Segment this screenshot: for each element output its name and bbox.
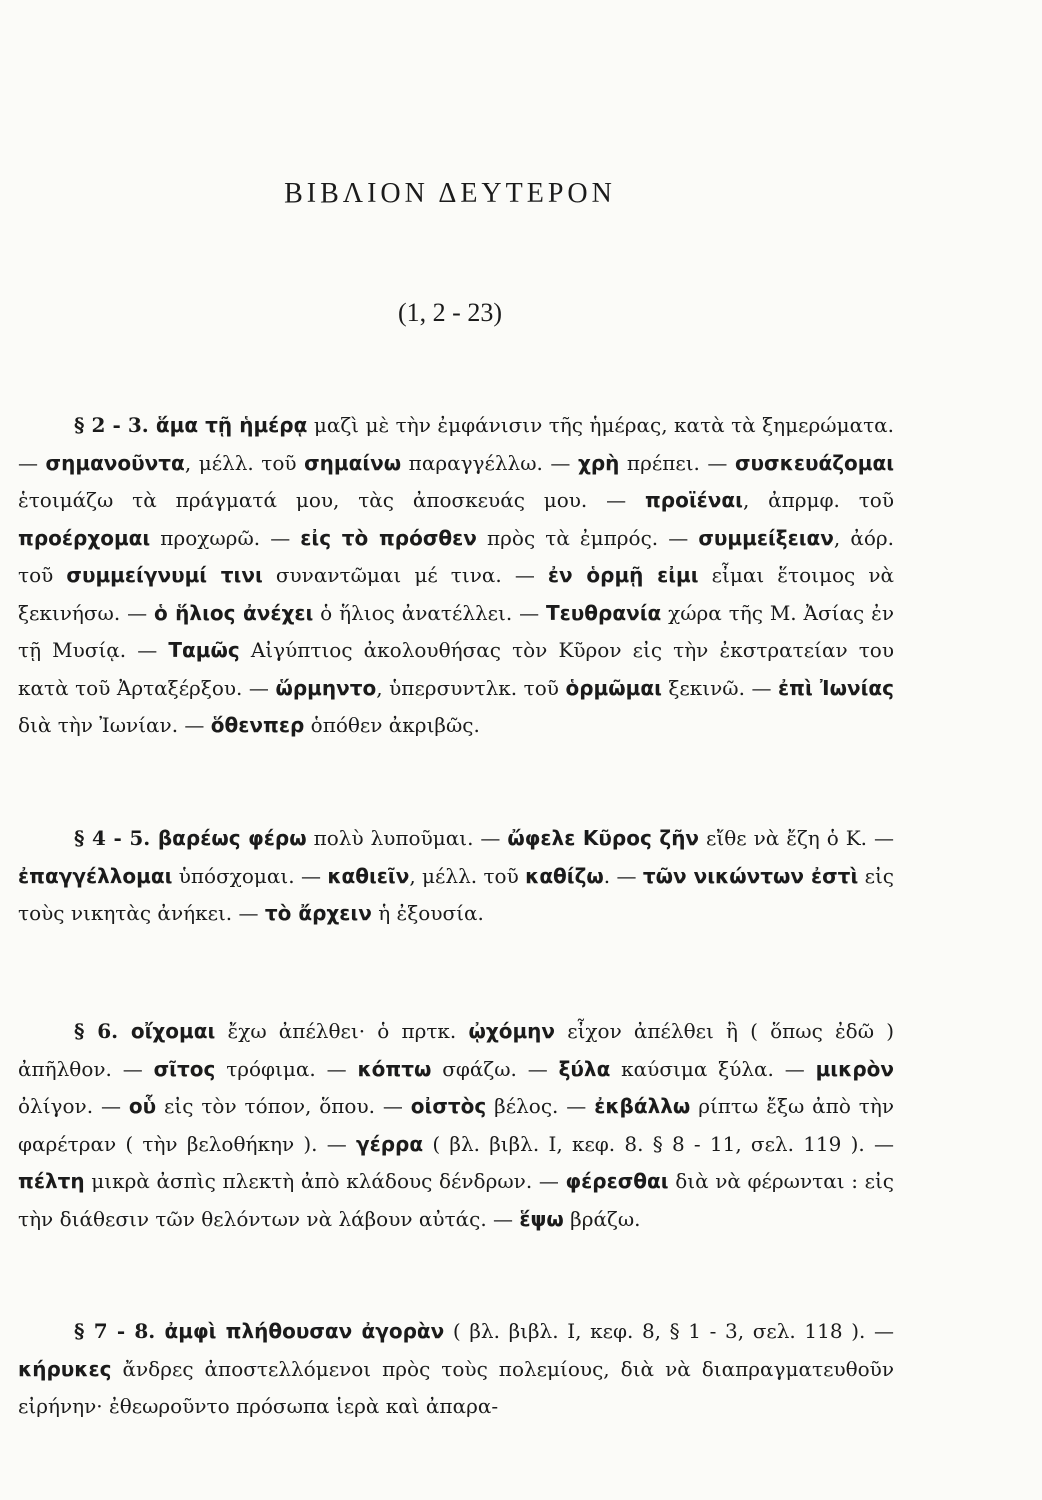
gloss-text: , ὑπερσυντλκ. τοῦ [376,675,566,700]
gloss-text: ( βλ. βιβλ. I, κεφ. 8. § 8 - 11, σελ. 119 ). — [423,1131,894,1156]
lemma-term: πέλτη [18,1169,85,1193]
gloss-text: πολὺ λυποῦμαι. — [306,826,508,850]
lemma-term: προϊέναι [644,488,743,512]
lemma-term: ὁ ἥλιος ἀνέχει [153,600,314,625]
lemma-term: οἴχομαι [130,1019,216,1043]
lemma-term: οὗ [128,1094,157,1118]
lemma-term: καθιεῖν [327,863,410,888]
gloss-text: , ἀπρμφ. τοῦ [742,488,894,512]
gloss-text: χώρα τῆς Μ. Ἀσίας ἐν τῇ Μυσίᾳ. — [18,600,894,662]
lemma-term: φέρεσθαι [565,1169,669,1193]
gloss-text: πρὸς τὰ ἐμπρός. — [476,525,699,550]
gloss-text: τρόφιμα. — [215,1056,358,1081]
lemma-term: μικρὸν [815,1056,894,1081]
gloss-text: ἑτοιμάζω τὰ πράγματά μου, τὰς ἀποσκευάς μου. — [18,488,645,512]
commentary-section [18,820,894,933]
lemma-term: σημανοῦντα [45,450,185,475]
gloss-text: ὀλίγον. — [18,1094,129,1118]
gloss-text: ἄνδρες ἀποστελλόμενοι πρὸς τοὺς πολεμίους, διὰ νὰ διαπραγματευθοῦν εἰρήνην· ἐθεωροῦντο πρόσωπα ἱερὰ καὶ ἀπαρα- [18,1356,894,1418]
gloss-text: συναντῶμαι μέ τινα. — [262,563,548,587]
gloss-text: ἡ ἐξουσία. [371,901,484,925]
gloss-text: διὰ τὴν Ἰωνίαν. — [18,713,211,737]
gloss-text: , μέλλ. τοῦ [409,863,526,888]
lemma-term: ᾠχόμην [468,1019,556,1043]
gloss-text: Αἰγύπτιος ἀκολουθήσας τὸν Κῦρον εἰς τὴν ἐκστρατείαν του κατὰ τοῦ Ἀρταξέρξου. — [18,638,894,700]
gloss-text: , ἀόρ. τοῦ [18,525,895,587]
gloss-text: προχωρῶ. — [150,525,301,550]
gloss-text: καύσιμα ξύλα. — [610,1056,816,1081]
lemma-term: ὅθενπερ [210,713,305,737]
gloss-text: σφάζω. — [431,1056,559,1081]
lemma-term: συμμείξειαν [698,525,834,550]
section-reference: § 6. [74,1019,131,1043]
lemma-term: σῖτος [153,1056,216,1081]
lemma-term: κήρυκες [18,1356,112,1381]
lemma-term: τὸ ἄρχειν [264,901,372,925]
lemma-term: γέρρα [355,1131,424,1156]
book-title: ΒΙΒΛΙΟΝ ΔΕΥΤΕΡΟΝ [284,178,616,209]
gloss-text: ἔχω ἀπέλθει· ὁ πρτκ. [215,1019,469,1043]
gloss-text: ὁπόθεν ἀκριβῶς. [304,713,480,737]
gloss-text: ξεκινῶ. — [661,675,779,700]
section-reference: § 4 - 5. [74,826,158,850]
lemma-term: κόπτω [357,1056,432,1081]
lemma-term: τῶν νικώντων ἐστὶ [642,863,859,888]
gloss-text: διὰ νὰ φέρωνται : εἰς τὴν διάθεσιν τῶν θελόντων νὰ λάβουν αὐτάς. — [18,1169,894,1231]
lemma-term: ἐκβάλλω [594,1094,691,1118]
commentary-section [18,1013,894,1238]
gloss-text: εἶμαι ἕτοιμος νὰ ξεκινήσω. — [18,563,894,625]
gloss-text: ὁ ἥλιος ἀνατέλλει. — [313,600,546,625]
gloss-text: εἰς τὸν τόπον, ὅπου. — [156,1094,411,1118]
gloss-text: . — [603,863,643,888]
lemma-term: καθίζω [525,863,604,888]
lemma-term: σημαίνω [304,450,402,475]
lemma-term: συμμείγνυμί τινι [66,563,263,587]
lemma-term: βαρέως φέρω [157,826,307,850]
gloss-text: ὑπόσχομαι. — [172,863,328,888]
gloss-text: , μέλλ. τοῦ [184,450,305,475]
lemma-term: προέρχομαι [18,525,151,550]
lemma-term: Ταμῶς [168,638,240,662]
gloss-text: μικρὰ ἀσπὶς πλεκτὴ ἀπὸ κλάδους δένδρων. — [84,1169,566,1193]
lemma-term: εἰς τὸ πρόσθεν [300,525,477,550]
gloss-text: εἴθε νὰ ἔζη ὁ Κ. — [699,826,894,850]
gloss-text: ( βλ. βιβλ. I, κεφ. 8, § 1 - 3, σελ. 118 ). — [444,1319,895,1343]
section-reference: § 2 - 3. [74,413,156,437]
gloss-text: πρέπει. — [619,450,735,475]
lemma-term: ὤφελε Κῦρος ζῆν [507,826,700,850]
gloss-text: βέλος. — [486,1094,595,1118]
lemma-term: ἕψω [519,1206,564,1231]
lemma-term: ἐν ὁρμῇ εἰμι [547,563,699,587]
lemma-term: Τευθρανία [546,600,662,625]
lemma-term: ξύλα [558,1056,611,1081]
gloss-text: βράζω. [563,1206,641,1231]
commentary-section [18,1313,894,1426]
gloss-text: εἶχον ἀπέλθει ἢ ( ὅπως ἐδῶ ) ἀπῆλθον. — [18,1019,894,1081]
lemma-term: οἰστὸς [410,1094,487,1118]
gloss-text: μαζὶ μὲ τὴν ἐμφάνισιν τῆς ἡμέρας, κατὰ τὰ ξημερώματα. — [18,413,894,475]
chapter-reference: (1, 2 - 23) [398,298,502,327]
section-reference: § 7 - 8. [74,1319,165,1343]
lemma-term: ἐπὶ Ἰωνίας [778,675,894,700]
commentary-section [18,407,894,745]
gloss-text: εἰς τοὺς νικητὰς ἀνήκει. — [18,863,895,925]
lemma-term: ὁρμῶμαι [565,675,662,700]
gloss-text: παραγγέλλω. — [401,450,578,475]
lemma-term: ἀμφὶ πλήθουσαν ἀγορὰν [164,1319,445,1343]
lemma-term: χρὴ [577,450,620,475]
lemma-term: ἅμα τῇ ἡμέρᾳ [155,413,308,437]
lemma-term: ὥρμηντο [275,675,377,700]
lemma-term: συσκευάζομαι [734,450,895,475]
lemma-term: ἐπαγγέλλομαι [18,863,173,888]
gloss-text: ρίπτω ἔξω ἀπὸ τὴν φαρέτραν ( τὴν βελοθήκην ). — [18,1094,894,1156]
